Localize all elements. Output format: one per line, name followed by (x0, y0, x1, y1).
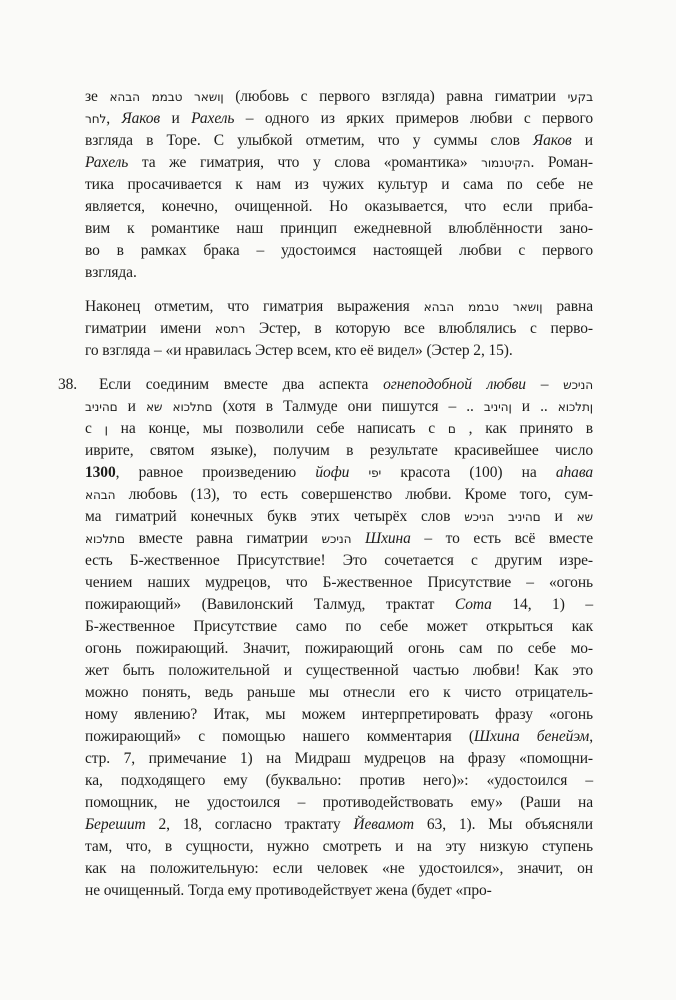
hebrew-word: אוכלתם (172, 400, 213, 414)
hebrew-word: ביניהם (85, 400, 118, 414)
hebrew-word: ן (104, 422, 108, 436)
hebrew-word: אש (576, 510, 593, 524)
text-line: можно понять, ведь раньше мы отнесли его к чисто отрицатель- (85, 684, 593, 701)
hebrew-word: רומנטיקה (481, 156, 531, 170)
paragraph-finally-note (85, 296, 593, 362)
paragraph-love-at-first-sight (85, 86, 593, 284)
text-line: ביניהם и אש אוכלתם (хотя в Талмуде они пишутся – .. ביניהן и .. אוכלתן (85, 398, 593, 415)
hebrew-word: אסתר (214, 322, 246, 336)
hebrew-word: ראשון (194, 90, 224, 104)
hebrew-word: שכינה (321, 532, 352, 546)
hebrew-word: יעקב (567, 90, 593, 104)
hebrew-word: רחל (85, 112, 107, 126)
text-line: там, что, в сущности, нужно смотреть и на эту низкую ступень (85, 838, 593, 855)
hebrew-word: אהבה (423, 300, 455, 314)
text-line: жет быть положительной и существенной частью любви! Как это (85, 662, 593, 679)
text-line: иврите, святом языке), получим в результате красивейшее число (85, 442, 593, 459)
text-line: Берешит 2, 18, согласно трактату Йевамот 63, 1). Мы объясняли (85, 816, 593, 833)
text-line: Если соединим вместе два аспекта огнеподобной любви – שכינה (99, 376, 593, 393)
text-line: зе אהבה ממבט ראשון (любовь с первого взгляда) равна гиматрии יעקב (85, 88, 593, 105)
text-line: не очищенный. Тогда ему противодействует жена (будет «про- (85, 882, 492, 899)
text-line: стр. 7, примечание 1) на Мидраш мудрецов на фразу «помощни- (85, 750, 593, 767)
text-line: го взгляда – «и нравилась Эстер всем, кто её видел» (Эстер 2, 15). (85, 342, 513, 359)
text-line: ка, подходящего ему (буквально: против него)»: «удостоился – (85, 772, 593, 789)
text-line: взгляда в Торе. С улыбкой отметим, что у суммы слов Яаков и (85, 132, 593, 149)
paragraph-38-body (85, 374, 593, 902)
text-line: является, конечно, очищенной. Но оказывается, что если приба- (85, 198, 593, 215)
text-line: есть Б-жественное Присутствие! Это сочетается с другим изре- (85, 552, 593, 569)
hebrew-word: אהבה (85, 488, 116, 502)
hebrew-word: ביניהן (483, 400, 512, 414)
hebrew-word: אוכלתן (557, 400, 593, 414)
text-line: вим к романтике наш принцип ежедневной влюблённости зано- (85, 220, 593, 237)
text-line: тика просачивается к нам из чужих культур и сама по себе не (85, 176, 593, 193)
text-line: ному явлению? Итак, мы можем интерпретировать фразу «огонь (85, 706, 593, 723)
paragraph-number: 38. (58, 376, 78, 393)
hebrew-word: ממבט (468, 300, 499, 314)
text-line: огонь пожирающий. Значит, пожирающий огонь сам по себе мо- (85, 640, 593, 657)
text-line: Рахель та же гиматрия, что у слова «романтика» רומנטיקה. Роман- (85, 154, 593, 171)
hebrew-word: ם (447, 422, 456, 436)
text-column (58, 86, 593, 902)
text-line: во в рамках брака – удостоимся настоящей любви с первого (85, 242, 593, 259)
text-line: пожирающий» с помощью нашего комментария (Шхина бенейэм, (85, 728, 593, 745)
hebrew-word: אוכלתם (85, 532, 125, 546)
paragraph-38 (58, 374, 593, 902)
text-line: רחל, Яаков и Рахель – одного из ярких примеров любви с первого (85, 110, 593, 127)
text-line: пожирающий» (Вавилонский Талмуд, трактат Сота 14, 1) – (85, 596, 593, 613)
hebrew-word: שכינה (464, 510, 495, 524)
hebrew-word: אש (145, 400, 163, 414)
hebrew-word: ביניהם (508, 510, 541, 524)
hebrew-word: שכינה (563, 378, 593, 392)
text-line: אוכלתם вместе равна гиматрии שכינה Шхина – то есть всё вместе (85, 530, 593, 547)
text-line: гиматрии имени אסתר Эстер, в которую все влюблялись с перво- (85, 320, 593, 337)
hebrew-word: ממבט (151, 90, 183, 104)
text-line: 1300, равное произведению йофи יפי красота (100) на аhава (85, 464, 593, 481)
text-line: Наконец отметим, что гиматрия выражения אהבה ממבט ראשון равна (85, 298, 593, 315)
hebrew-word: ראשון (512, 300, 543, 314)
text-line: как на положительную: если человек «не удостоился», значит, он (85, 860, 593, 877)
hebrew-word: אהבה (109, 90, 140, 104)
text-line: Б-жественное Присутствие само по себе может открыться как (85, 618, 593, 635)
text-line: с ן на конце, мы позволили себе написать с ם , как принято в (85, 420, 593, 437)
text-line: אהבה любовь (13), то есть совершенство любви. Кроме того, сум- (85, 486, 593, 503)
hebrew-word: יפי (368, 466, 382, 480)
text-line: ма гиматрий конечных букв этих четырёх слов שכינה ביניהם и אש (85, 508, 593, 525)
text-line: помощник, не удостоился – противодействовать ему» (Раши на (85, 794, 593, 811)
text-line: чением наших мудрецов, что Б-жественное Присутствие – «огонь (85, 574, 593, 591)
text-line: взгляда. (85, 264, 137, 281)
